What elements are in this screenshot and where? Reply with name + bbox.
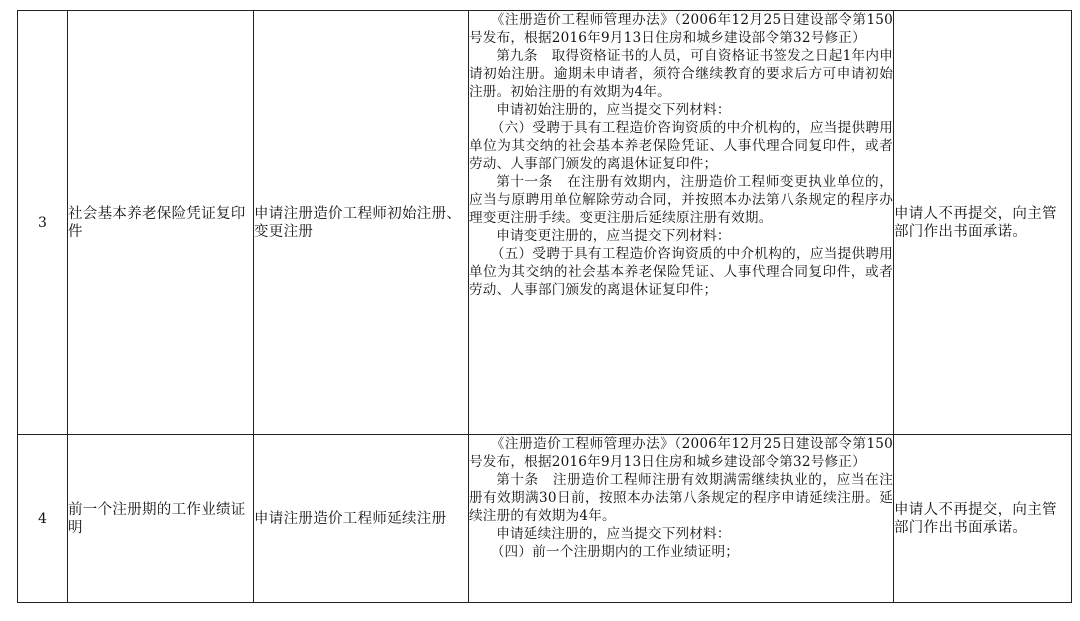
row-number: 3 [18, 11, 68, 435]
table-row [18, 435, 1072, 603]
law-paragraph: 《注册造价工程师管理办法》（2006年12月25日建设部令第150号发布，根据2016年9月13日住房和城乡建设部令第32号修正） [469, 12, 893, 46]
material-name: 社会基本养老保险凭证复印件 [68, 11, 254, 435]
table-row [18, 11, 1072, 435]
law-paragraph: 申请初始注册的，应当提交下列材料： [496, 102, 731, 118]
legal-basis [469, 11, 894, 435]
certificate-table [17, 10, 1072, 603]
law-paragraph: 第九条 取得资格证书的人员，可自资格证书签发之日起1年内申请初始注册。逾期未申请者，须符合继续教育的要求后方可申请初始注册。初始注册的有效期为4年。 [469, 48, 893, 100]
law-paragraph: 申请变更注册的，应当提交下列材料： [496, 228, 731, 244]
law-paragraph: 第十条 注册造价工程师注册有效期满需继续执业的，应当在注册有效期满30日前，按照本办法第八条规定的程序申请延续注册。延续注册的有效期为4年。 [469, 472, 893, 524]
handling-method: 申请人不再提交，向主管部门作出书面承诺。 [894, 11, 1072, 435]
row-number: 4 [18, 435, 68, 603]
material-name: 前一个注册期的工作业绩证明 [68, 435, 254, 603]
law-paragraph: （六）受聘于具有工程造价咨询资质的中介机构的，应当提供聘用单位为其交纳的社会基本养老保险凭证、人事代理合同复印件，或者劳动、人事部门颁发的离退休证复印件； [469, 120, 893, 172]
law-paragraph: 第十一条 在注册有效期内，注册造价工程师变更执业单位的，应当与原聘用单位解除劳动合同，并按照本办法第八条规定的程序办理变更注册手续。变更注册后延续原注册有效期。 [469, 174, 893, 226]
law-paragraph: （五）受聘于具有工程造价咨询资质的中介机构的，应当提供聘用单位为其交纳的社会基本养老保险凭证、人事代理合同复印件，或者劳动、人事部门颁发的离退休证复印件； [469, 246, 893, 298]
matter-name: 申请注册造价工程师初始注册、变更注册 [254, 11, 469, 435]
matter-name: 申请注册造价工程师延续注册 [254, 435, 469, 603]
law-paragraph: 申请延续注册的，应当提交下列材料： [496, 526, 731, 542]
law-paragraph: （四）前一个注册期内的工作业绩证明； [490, 544, 740, 560]
legal-basis [469, 435, 894, 603]
handling-method: 申请人不再提交，向主管部门作出书面承诺。 [894, 435, 1072, 603]
law-paragraph: 《注册造价工程师管理办法》（2006年12月25日建设部令第150号发布，根据2016年9月13日住房和城乡建设部令第32号修正） [469, 436, 893, 470]
